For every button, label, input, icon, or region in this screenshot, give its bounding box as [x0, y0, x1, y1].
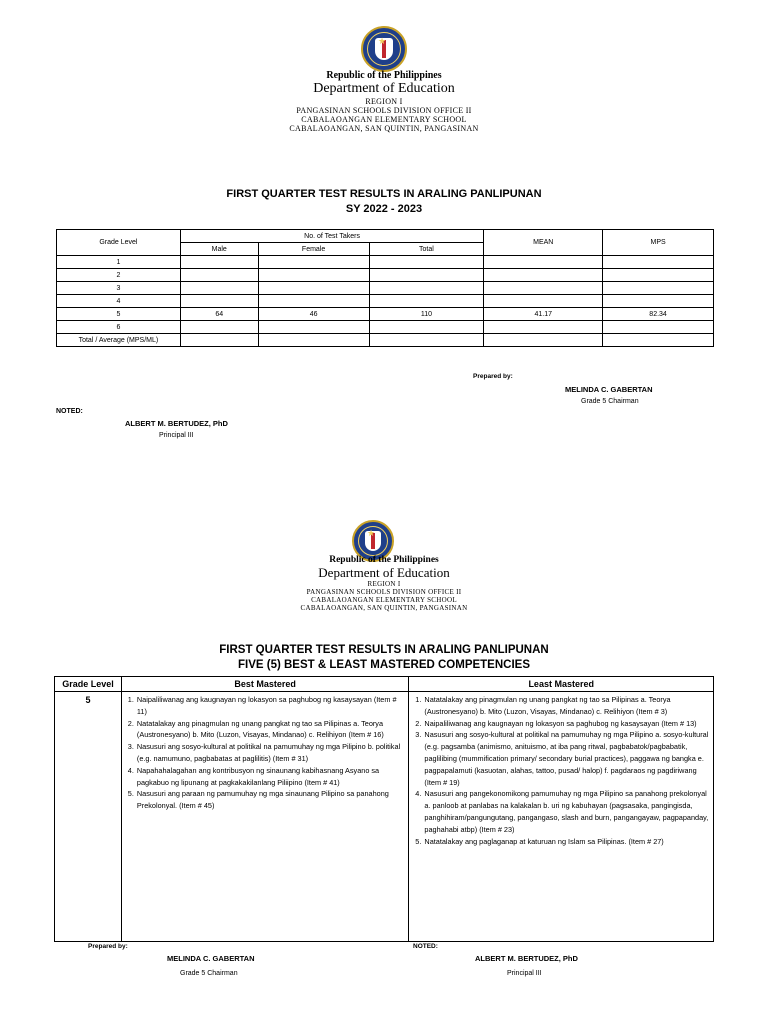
- male-cell: [180, 282, 258, 295]
- male-header: Male: [180, 243, 258, 256]
- page1-title: FIRST QUARTER TEST RESULTS IN ARALING PANLIPUNAN: [226, 188, 542, 200]
- male-cell: [180, 256, 258, 269]
- noted-label: NOTED:: [56, 408, 83, 415]
- table-row: [57, 295, 714, 308]
- mps-header: MPS: [603, 230, 714, 256]
- best-mastered-header: Best Mastered: [121, 677, 409, 692]
- grade-cell: Total / Average (MPS/ML): [57, 334, 181, 347]
- prepared-by-label: Prepared by:: [88, 943, 128, 950]
- mean-cell: [484, 295, 603, 308]
- mean-header: MEAN: [484, 230, 603, 256]
- grade-cell: 3: [57, 282, 181, 295]
- table-row: [57, 269, 714, 282]
- region-label: REGION I: [367, 580, 401, 588]
- table-row: [57, 256, 714, 269]
- total-cell: [369, 269, 484, 282]
- table-row: [57, 308, 714, 321]
- female-cell: [258, 295, 369, 308]
- mps-cell: 82.34: [603, 308, 714, 321]
- school-label: CABALAOANGAN ELEMENTARY SCHOOL: [311, 596, 457, 604]
- preparer-title: Grade 5 Chairman: [180, 970, 238, 977]
- mean-cell: [484, 321, 603, 334]
- test-takers-header: No. of Test Takers: [180, 230, 484, 243]
- noted-label: NOTED:: [413, 943, 438, 950]
- noter-title: Principal III: [507, 970, 542, 977]
- school-label: CABALAOANGAN ELEMENTARY SCHOOL: [301, 115, 467, 124]
- male-cell: [180, 269, 258, 282]
- least-mastered-list: [409, 694, 713, 847]
- list-item: 3. Nasusuri ang sosyo-kultural at politikal na pamumuhay ng mga Pilipino b. politikal (e.g. namumuno, pagbabatas at paglilitis) (Item # 31): [136, 741, 409, 765]
- grade-cell: 5: [55, 692, 122, 942]
- deped-seal-icon: ★: [361, 26, 407, 72]
- republic-label: Republic of the Philippines: [329, 555, 439, 565]
- list-item: 3. Nasusuri ang sosyo-kultural at politikal na pamumuhay ng mga Pilipino a. sosyo-kultural (e.g. pagsamba (animismo, anituismo, at iba pang ritwal, pagbabatok/pagbabatik, paglilibing (mummification primary/ secondary burial practices), paggawa ng bangka e. pagpapalamuti (kasuotan, alahas, tattoo, pusad/ halop) f. pagdaraos ng pagdiriwang (Item # 19): [423, 729, 713, 788]
- female-cell: [258, 269, 369, 282]
- list-item: 4. Napahahalagahan ang kontribusyon ng sinaunang kabihasnang Asyano sa pagkabuo ng lipunang at pagkakakilanlang Piliipino (Item # 41): [136, 765, 409, 789]
- prepared-by-label: Prepared by:: [473, 373, 513, 380]
- male-cell: [180, 334, 258, 347]
- grade-cell: 6: [57, 321, 181, 334]
- address-label: CABALAOANGAN, SAN QUINTIN, PANGASINAN: [300, 604, 468, 612]
- total-cell: [369, 334, 484, 347]
- mean-cell: [484, 282, 603, 295]
- noter-name: ALBERT M. BERTUDEZ, PhD: [475, 954, 578, 963]
- mean-cell: [484, 256, 603, 269]
- preparer-title: Grade 5 Chairman: [581, 398, 639, 405]
- mps-cell: [603, 295, 714, 308]
- list-item: 5. Natatalakay ang paglaganap at katuruan ng Islam sa Pilipinas. (Item # 27): [423, 836, 713, 848]
- list-item: 2. Naipaliliwanag ang kaugnayan ng lokasyon sa paghubog ng kasaysayan (Item # 13): [423, 718, 713, 730]
- grade-cell: 2: [57, 269, 181, 282]
- mps-cell: [603, 321, 714, 334]
- mean-cell: [484, 334, 603, 347]
- least-mastered-header: Least Mastered: [409, 677, 714, 692]
- mean-cell: 41.17: [484, 308, 603, 321]
- noter-name: ALBERT M. BERTUDEZ, PhD: [125, 419, 228, 428]
- total-cell: [369, 321, 484, 334]
- grade-level-header: Grade Level: [57, 230, 181, 256]
- best-mastered-list: [122, 694, 409, 812]
- table-row: [57, 334, 714, 347]
- mean-cell: [484, 269, 603, 282]
- best-mastered-cell: [121, 692, 409, 942]
- test-results-table: [56, 229, 714, 347]
- page1-subtitle: SY 2022 - 2023: [345, 203, 423, 215]
- list-item: 2. Natatalakay ang pinagmulan ng unang pangkat ng tao sa Pilipinas a. Teorya (Austronesyano) b. Mito (Luzon, Visayas, Mindanao) c. Relihiyon (Item # 16): [136, 718, 409, 742]
- female-cell: [258, 321, 369, 334]
- female-cell: [258, 334, 369, 347]
- deped-seal-icon: ★: [352, 520, 394, 562]
- mps-cell: [603, 282, 714, 295]
- page2-subtitle: FIVE (5) BEST & LEAST MASTERED COMPETENCIES: [238, 659, 530, 671]
- mps-cell: [603, 334, 714, 347]
- list-item: 1. Natatalakay ang pinagmulan ng unang pangkat ng tao sa Pilipinas a. Teorya (Austronesyano) b. Mito (Luzon, Visayas, Mindanao) c. Relihiyon (Item # 3): [423, 694, 713, 718]
- mps-cell: [603, 256, 714, 269]
- republic-label: Republic of the Philippines: [326, 70, 442, 81]
- table-row: [57, 282, 714, 295]
- department-title: Department of Education: [313, 81, 455, 96]
- division-label: PANGASINAN SCHOOLS DIVISION OFFICE II: [306, 588, 462, 596]
- page2-title: FIRST QUARTER TEST RESULTS IN ARALING PANLIPUNAN: [219, 644, 549, 656]
- list-item: 4. Nasusuri ang pangekonomikong pamumuhay ng mga Pilipino sa panahong prekolonyal a. panloob at panlabas na kalakalan b. uri ng kabuhayan (pagsasaka, pangingisda, panghihiram/pangungutang, pangangaso, slash and burn, pangangayaw, pagpapanday, paghahabi atbp) (Item # 23): [423, 788, 713, 835]
- least-mastered-cell: [409, 692, 714, 942]
- male-cell: 64: [180, 308, 258, 321]
- grade-level-header: Grade Level: [55, 677, 122, 692]
- total-cell: 110: [369, 308, 484, 321]
- female-cell: [258, 256, 369, 269]
- list-item: 5. Nasusuri ang paraan ng pamumuhay ng mga sinaunang Pilipino sa panahong Prekolonyal. (Item # 45): [136, 788, 409, 812]
- male-cell: [180, 295, 258, 308]
- grade-cell: 1: [57, 256, 181, 269]
- preparer-name: MELINDA C. GABERTAN: [565, 385, 653, 394]
- total-cell: [369, 256, 484, 269]
- preparer-name: MELINDA C. GABERTAN: [167, 954, 255, 963]
- female-cell: 46: [258, 308, 369, 321]
- mps-cell: [603, 269, 714, 282]
- table-row: [57, 321, 714, 334]
- competencies-table: [54, 676, 714, 942]
- total-cell: [369, 295, 484, 308]
- department-title: Department of Education: [318, 565, 450, 580]
- grade-cell: 4: [57, 295, 181, 308]
- list-item: 1. Naipaliliwanag ang kaugnayan ng lokasyon sa paghubog ng kasaysayan (Item # 11): [136, 694, 409, 718]
- region-label: REGION I: [365, 97, 403, 106]
- total-cell: [369, 282, 484, 295]
- male-cell: [180, 321, 258, 334]
- female-cell: [258, 282, 369, 295]
- female-header: Female: [258, 243, 369, 256]
- noter-title: Principal III: [159, 432, 194, 439]
- address-label: CABALAOANGAN, SAN QUINTIN, PANGASINAN: [289, 124, 479, 133]
- total-header: Total: [369, 243, 484, 256]
- grade-cell: 5: [57, 308, 181, 321]
- division-label: PANGASINAN SCHOOLS DIVISION OFFICE II: [296, 106, 472, 115]
